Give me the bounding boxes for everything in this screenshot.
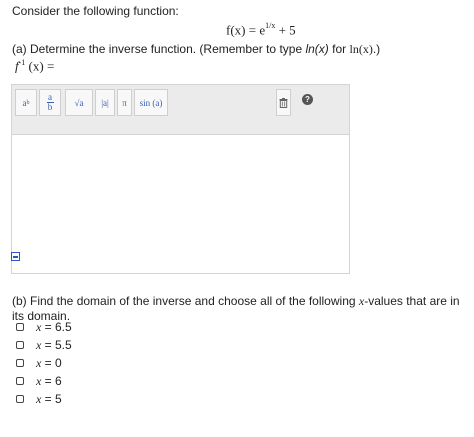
- part-b-suffix: -values that are in its domain.: [12, 294, 460, 323]
- option-2-label: [36, 338, 72, 353]
- fraction-den: b: [47, 102, 53, 112]
- option-3-checkbox[interactable]: [16, 359, 24, 367]
- part-a-prompt: [12, 42, 380, 57]
- function-rhs: + 5: [275, 22, 296, 38]
- function-display: [226, 22, 296, 38]
- option-1-var: x: [36, 319, 42, 334]
- sqrt-button[interactable]: √a: [65, 89, 93, 116]
- option-1[interactable]: [16, 320, 72, 334]
- option-1-checkbox[interactable]: [16, 323, 24, 331]
- answer-label-exp: -1: [18, 58, 26, 67]
- option-3-label: [36, 356, 62, 371]
- part-a-prefix: (a) Determine the inverse function. (Remember to type: [12, 42, 306, 56]
- option-3-eq: = 0: [41, 355, 62, 370]
- exponent-button-sup: b: [26, 99, 30, 106]
- option-5-checkbox[interactable]: [16, 395, 24, 403]
- option-5[interactable]: [16, 392, 62, 406]
- pi-button[interactable]: π: [117, 89, 132, 116]
- option-4[interactable]: [16, 374, 62, 388]
- option-2-var: x: [36, 337, 42, 352]
- fraction-num: a: [48, 92, 52, 102]
- part-a-ln-math: ln(x): [349, 42, 373, 56]
- answer-input[interactable]: [12, 134, 349, 273]
- answer-label-f: f: [15, 58, 19, 74]
- sin-button[interactable]: sin (a): [134, 89, 168, 116]
- part-a-suffix: .): [372, 42, 381, 56]
- answer-label: [15, 58, 54, 74]
- option-4-label: [36, 374, 62, 389]
- trash-icon[interactable]: [276, 89, 291, 116]
- exponent-button-base: a: [22, 97, 27, 108]
- function-lhs: f(x) = e: [226, 22, 266, 38]
- option-4-eq: = 6: [41, 373, 62, 388]
- part-a-ln-hint: ln(x): [305, 42, 329, 56]
- part-b-var: x: [358, 294, 365, 308]
- part-a-middle: for: [328, 42, 350, 56]
- help-icon[interactable]: ?: [302, 94, 313, 105]
- attachment-icon[interactable]: [11, 252, 20, 261]
- option-2-eq: = 5.5: [41, 337, 72, 352]
- part-b-prompt: [12, 294, 474, 323]
- option-4-checkbox[interactable]: [16, 377, 24, 385]
- fraction-button[interactable]: [39, 89, 61, 116]
- option-4-var: x: [36, 373, 42, 388]
- option-1-eq: = 6.5: [41, 319, 72, 334]
- answer-label-rest: (x) =: [28, 58, 55, 74]
- option-5-label: [36, 392, 62, 407]
- option-5-var: x: [36, 391, 42, 406]
- option-3-var: x: [36, 355, 42, 370]
- part-b-prefix: (b) Find the domain of the inverse and choose all of the following: [12, 294, 359, 308]
- math-toolbar: [12, 85, 349, 130]
- option-2-checkbox[interactable]: [16, 341, 24, 349]
- intro-text: Consider the following function:: [12, 4, 179, 18]
- fraction-icon: [47, 94, 54, 111]
- function-exponent: 1/x: [265, 21, 276, 30]
- option-5-eq: = 5: [41, 391, 62, 406]
- option-1-label: [36, 320, 72, 335]
- abs-button[interactable]: |a|: [95, 89, 115, 116]
- exponent-button[interactable]: [15, 89, 37, 116]
- option-2[interactable]: [16, 338, 72, 352]
- option-3[interactable]: [16, 356, 62, 370]
